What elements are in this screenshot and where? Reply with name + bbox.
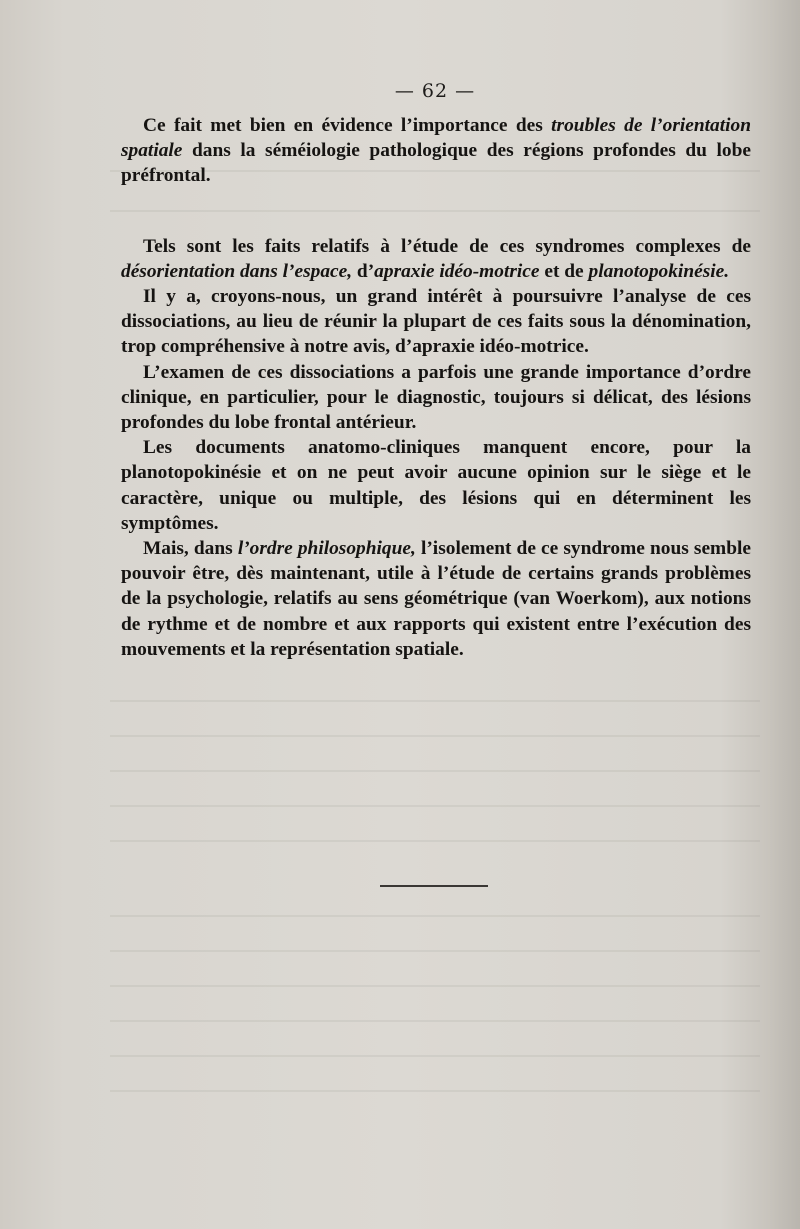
italic-run: apraxie idéo-motrice (374, 260, 540, 282)
text-run: L’examen de ces dissociations a parfois une grande importance d’ordre clinique, en particulier, pour le diagnostic, toujours si délicat, des lésions profondes du lobe frontal antérieur. (121, 361, 751, 434)
text-run: dans la séméiologie pathologique des régions profondes du lobe préfrontal. (121, 140, 751, 187)
paragraph (121, 284, 751, 360)
paragraph (121, 113, 751, 189)
italic-run: planotopokinésie. (588, 260, 730, 282)
text-run: Il y a, croyons-nous, un grand intérêt à poursuivre l’analyse de ces dissociations, au lieu de réunir la plupart de ces faits sous la dénomination, trop compréhensive à notre avis, d’apraxie idéo-motrice. (121, 286, 751, 358)
text-run: Les documents anatomo-cliniques manquent encore, pour la planotopokinésie et on ne peut avoir aucune opinion sur le siège et le caractère, unique ou multiple, des lésions qui en déterminent les symptômes. (121, 437, 751, 534)
text-run: Ce fait met bien en évidence l’importance des (143, 115, 552, 136)
paragraph (121, 536, 751, 662)
text-run: Tels sont les faits relatifs à l’étude de ces syndromes complexes de (143, 235, 751, 257)
text-run: et de (539, 260, 589, 282)
body-text (121, 113, 751, 662)
paragraph (121, 360, 751, 436)
text-run: Mais, dans (143, 538, 238, 560)
paragraph (121, 435, 751, 536)
section-rule (380, 885, 488, 887)
paragraph (121, 234, 751, 284)
text-run: l’isolement de ce syndrome nous semble pouvoir être, dès maintenant, utile à l’étude de certains grands problèmes de la psychologie, relatifs au sens géométrique (van Woerkom), aux notions de rythme et de nombre et aux rapports qui existent entre l’exécution des mouvements et la représentation spatiale. (121, 538, 751, 660)
italic-run: l’ordre philosophique, (237, 538, 416, 560)
page-number: — 62 — (394, 80, 476, 102)
italic-run: troubles de l’orientation spatiale (121, 115, 751, 162)
italic-run: désorientation dans l’espace, (121, 260, 353, 282)
text-run: d’ (352, 260, 375, 282)
